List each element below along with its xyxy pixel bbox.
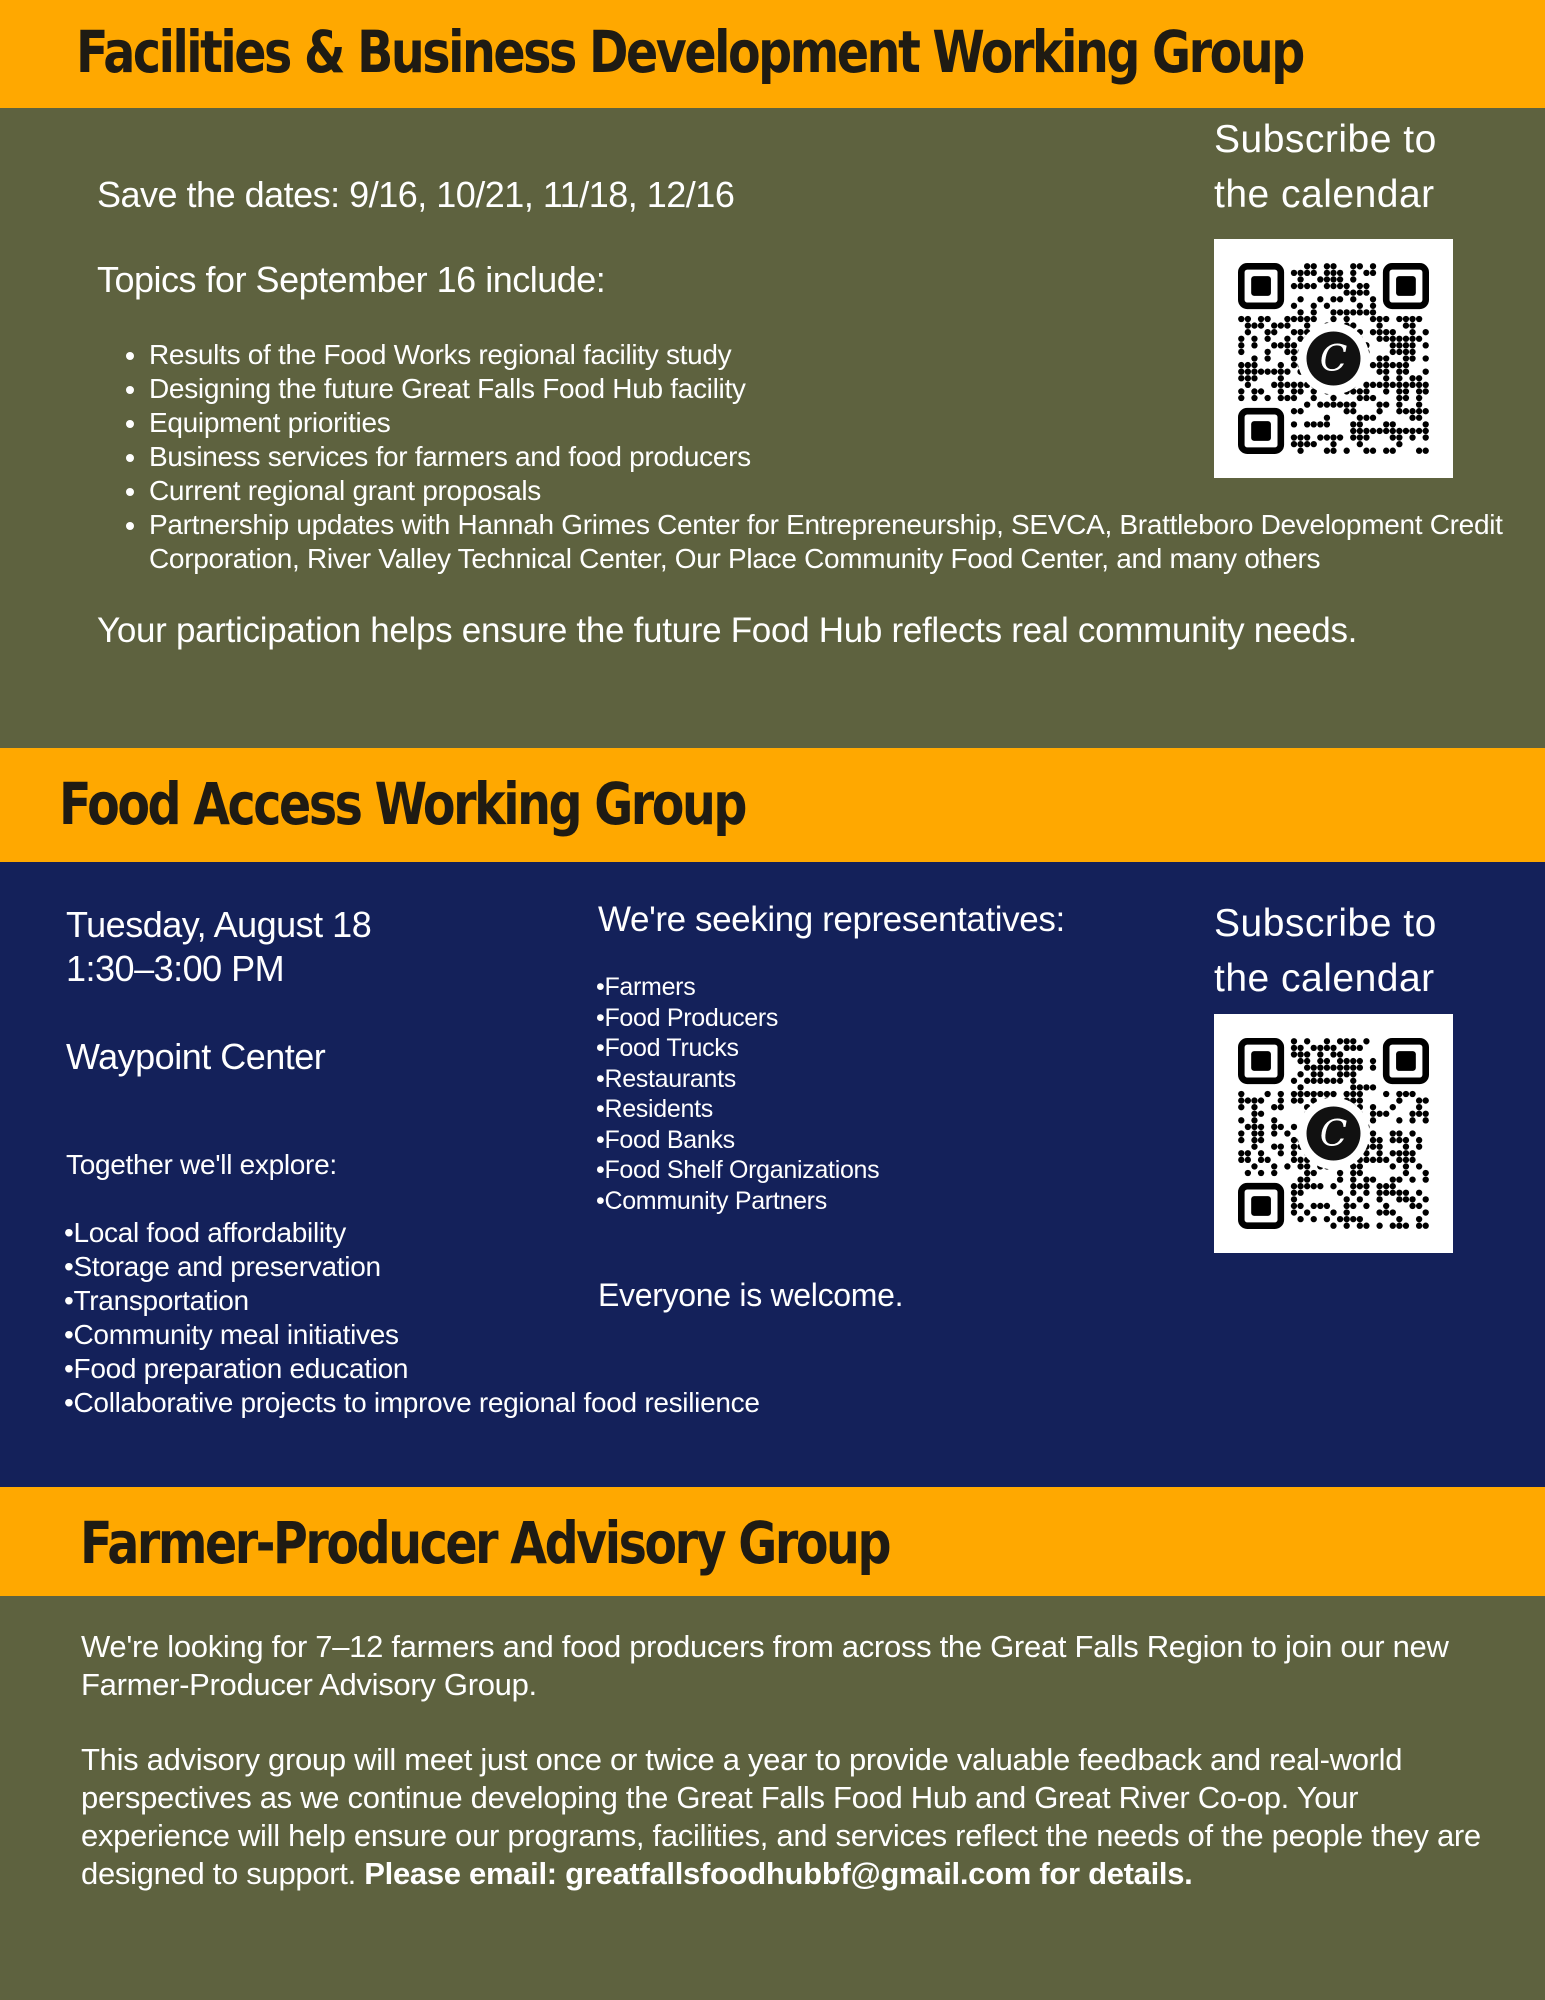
seeking-item: • Farmers — [596, 972, 879, 1003]
subscribe-line-2: the calendar — [1214, 957, 1435, 1000]
explore-heading: Together we'll explore: — [66, 1149, 337, 1180]
explore-item: • Collaborative projects to improve regional food resilience — [64, 1386, 760, 1420]
subscribe-line-1: Subscribe to — [1214, 902, 1437, 945]
calendar-qr-code[interactable] — [1214, 239, 1453, 478]
facilities-panel — [0, 108, 1545, 748]
save-dates: Save the dates: 9/16, 10/21, 11/18, 12/16 — [97, 174, 735, 215]
explore-item: • Storage and preservation — [64, 1250, 760, 1284]
subscribe-calendar-label — [1214, 112, 1437, 222]
meeting-time: 1:30–3:00 PM — [66, 948, 285, 989]
subscribe-calendar-label-2 — [1214, 896, 1437, 1006]
explore-item: • Food preparation education — [64, 1352, 760, 1386]
seeking-item: • Food Trucks — [596, 1033, 879, 1064]
meeting-date: Tuesday, August 18 — [66, 904, 372, 945]
topics-heading: Topics for September 16 include: — [97, 259, 606, 300]
explore-list — [64, 1216, 760, 1420]
topic-item: • Equipment priorities — [149, 406, 1529, 440]
welcome-text: Everyone is welcome. — [598, 1277, 904, 1313]
calendar-qr-code-2[interactable] — [1214, 1014, 1453, 1253]
advisory-header-band — [0, 1487, 1545, 1596]
qr-code-graphic — [1214, 239, 1453, 478]
advisory-paragraph-2 — [81, 1741, 1501, 1893]
seeking-item: • Food Banks — [596, 1125, 879, 1156]
advisory-panel — [0, 1596, 1545, 2000]
qr-code-graphic — [1214, 1014, 1453, 1253]
topic-item: • Business services for farmers and food producers — [149, 440, 1529, 474]
topic-item: • Partnership updates with Hannah Grimes Center for Entrepreneurship, SEVCA, Brattleboro Development Credit Corporation, River Valley Technical Center, Our Place Community Food Center, and many others — [149, 508, 1529, 576]
topic-item: • Results of the Food Works regional facility study — [149, 338, 1529, 372]
seeking-item: • Residents — [596, 1094, 879, 1125]
meeting-location: Waypoint Center — [66, 1036, 326, 1077]
seeking-list — [596, 972, 879, 1216]
explore-item: • Local food affordability — [64, 1216, 760, 1250]
topic-item: • Designing the future Great Falls Food Hub facility — [149, 372, 1529, 406]
explore-item: • Community meal initiatives — [64, 1318, 760, 1352]
explore-item: • Transportation — [64, 1284, 760, 1318]
seeking-heading: We're seeking representatives: — [598, 900, 1065, 939]
food-access-header-band — [0, 748, 1545, 862]
subscribe-line-2: the calendar — [1214, 173, 1435, 216]
advisory-paragraph-2-text: This advisory group will meet just once or twice a year to provide valuable feedback and real-world perspectives as we continue developing the Great Falls Food Hub and Great River Co-op. Your experience will help ensure our programs, facilities, and services reflect the needs of the people they are designed to support. — [81, 1742, 1481, 1891]
qr-logo-letter: C — [1319, 339, 1348, 380]
subscribe-line-1: Subscribe to — [1214, 118, 1437, 161]
seeking-item: • Community Partners — [596, 1186, 879, 1217]
food-access-title: Food Access Working Group — [59, 770, 745, 838]
qr-logo-letter: C — [1319, 1114, 1348, 1155]
contact-email-callout[interactable]: Please email: greatfallsfoodhubbf@gmail.com for details. — [364, 1856, 1193, 1891]
facilities-header-band — [0, 0, 1545, 108]
seeking-item: • Restaurants — [596, 1064, 879, 1095]
advisory-paragraph-1: We're looking for 7–12 farmers and food producers from across the Great Falls Region to join our new Farmer-Producer Advisory Group. — [81, 1629, 1449, 1702]
seeking-item: • Food Producers — [596, 1003, 879, 1034]
advisory-title: Farmer-Producer Advisory Group — [80, 1509, 890, 1577]
seeking-item: • Food Shelf Organizations — [596, 1155, 879, 1186]
facilities-title: Facilities & Business Development Working Group — [76, 18, 1303, 86]
facilities-closing: Your participation helps ensure the future Food Hub reflects real community needs. — [97, 611, 1358, 650]
topic-item: • Current regional grant proposals — [149, 474, 1529, 508]
food-access-panel — [0, 862, 1545, 1487]
